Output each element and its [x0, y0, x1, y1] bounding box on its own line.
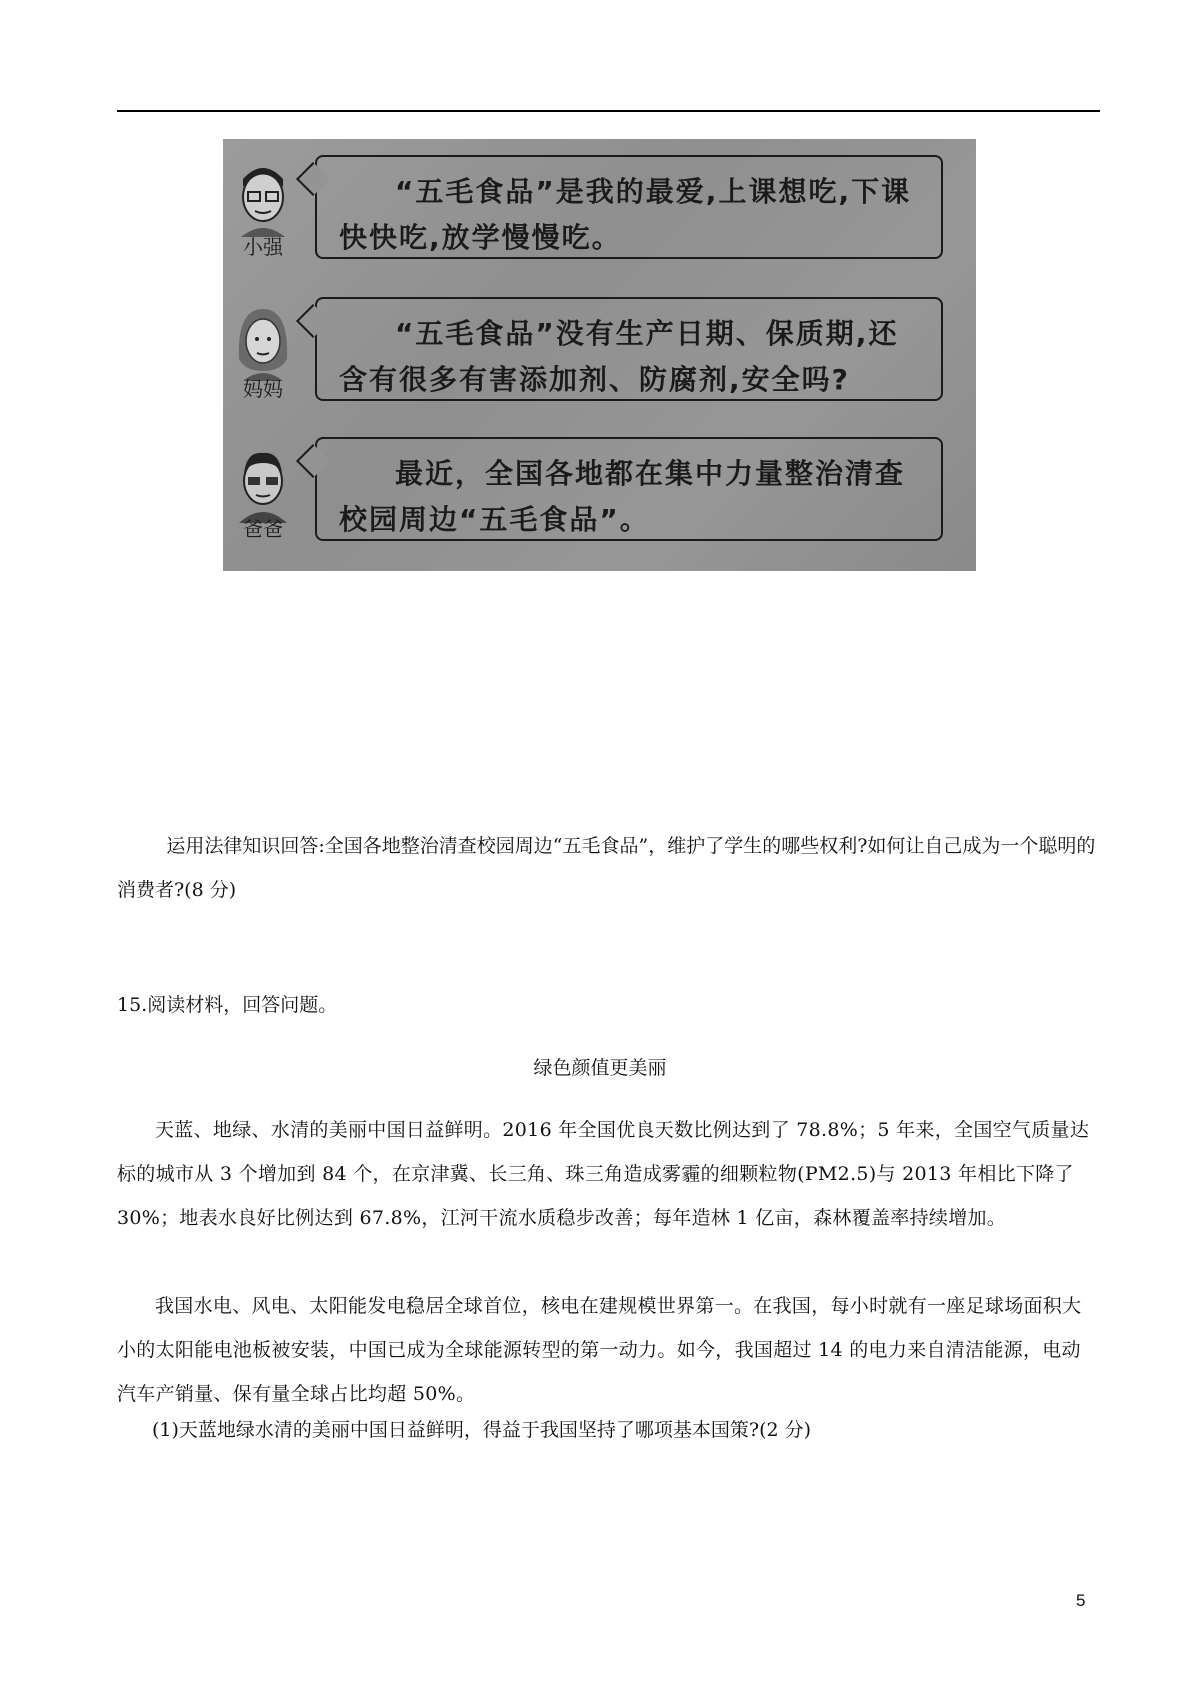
speech-bubble [315, 155, 943, 259]
question-14-text: 运用法律知识回答:全国各地整治清查校园周边“五毛食品”，维护了学生的哪些权利?如何让自己成为一个聪明的消费者?(8 分) [117, 835, 1096, 901]
comic-image [223, 139, 976, 571]
speaker-label: 小强 [243, 235, 283, 259]
speaker-label: 爸爸 [243, 517, 283, 541]
bubble-tail [296, 162, 330, 196]
bubble-text: “五毛食品”是我的最爱,上课想吃,下课快快吃,放学慢慢吃。 [339, 175, 912, 254]
bubble-text: 最近，全国各地都在集中力量整治清查校园周边“五毛食品”。 [339, 457, 906, 536]
speech-bubble [315, 437, 943, 541]
comic-panel-xiaoqiang [223, 147, 976, 277]
comic-panel-baba [223, 429, 976, 559]
page-number: 5 [1076, 1591, 1086, 1610]
speaker-label: 妈妈 [243, 377, 283, 401]
material-paragraph-1: 天蓝、地绿、水清的美丽中国日益鲜明。2016 年全国优良天数比例达到了 78.8%；5 年来，全国空气质量达标的城市从 3 个增加到 84 个，在京津冀、长三角、珠三角造成雾霾的细颗粒物(PM2.5)与 2013 年相比下降了 30%；地表水良好比例达到 67.8%，江河干流水质稳步改善；每年造林 1 亿亩，森林覆盖率持续增加。 [117, 1119, 1090, 1229]
question-15-heading: 15.阅读材料，回答问题。 [117, 994, 338, 1016]
speech-bubble [315, 297, 943, 401]
bubble-tail [296, 444, 330, 478]
material-title: 绿色颜值更美丽 [533, 1057, 667, 1079]
header-rule [117, 110, 1100, 112]
bubble-tail [296, 304, 330, 338]
comic-panel-mama [223, 289, 976, 419]
sub-question-1: (1)天蓝地绿水清的美丽中国日益鲜明，得益于我国坚持了哪项基本国策?(2 分) [152, 1419, 812, 1441]
material-paragraph-2: 我国水电、风电、太阳能发电稳居全球首位，核电在建规模世界第一。在我国，每小时就有一座足球场面积大小的太阳能电池板被安装，中国已成为全球能源转型的第一动力。如今，我国超过 14 的电力来自清洁能源，电动汽车产销量、保有量全球占比均超 50%。 [117, 1295, 1082, 1405]
bubble-text: “五毛食品”没有生产日期、保质期,还含有很多有害添加剂、防腐剂,安全吗? [339, 317, 899, 396]
